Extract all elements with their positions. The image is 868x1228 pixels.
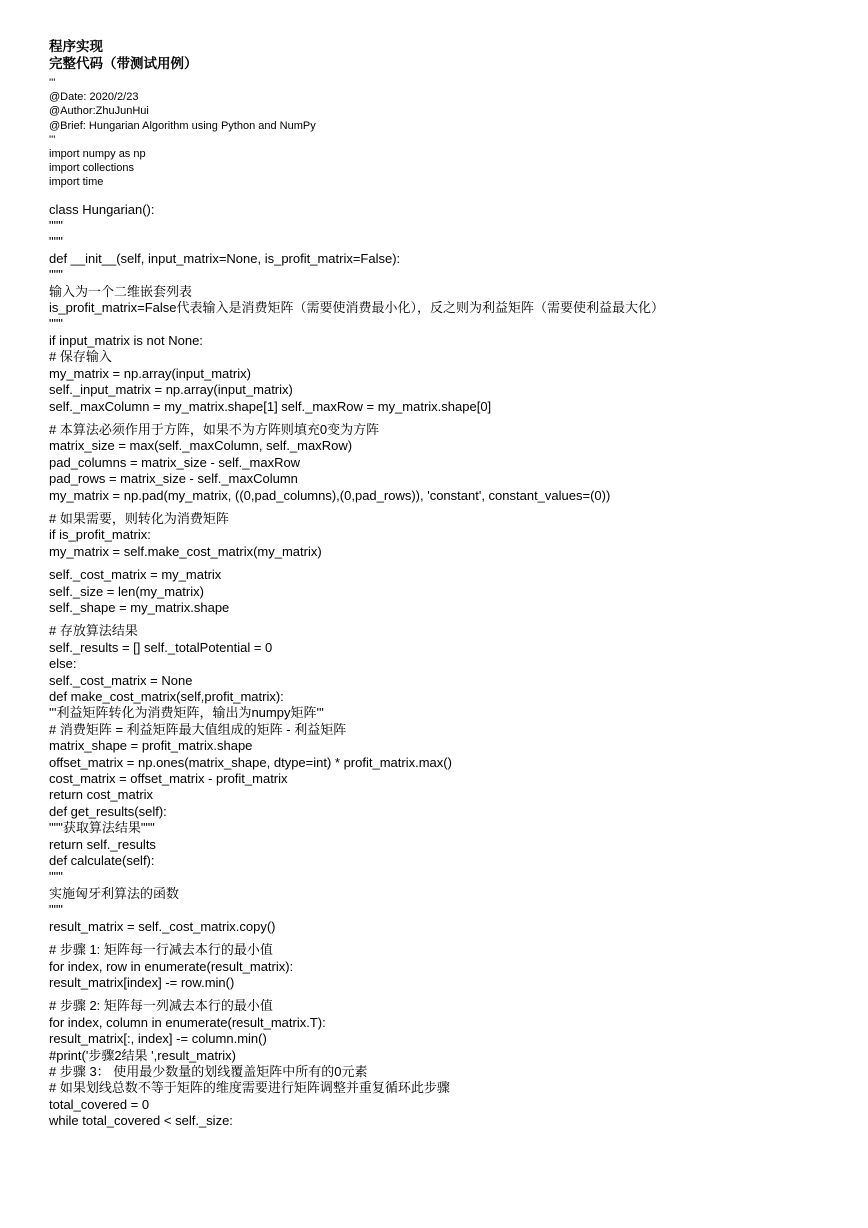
code-line: def make_cost_matrix(self,profit_matrix): <box>49 689 284 704</box>
header-line: import time <box>49 176 104 189</box>
code-line: class Hungarian(): <box>49 201 155 217</box>
section-title: 程序实现 <box>49 39 103 54</box>
code-block <box>49 998 858 1129</box>
code-block <box>49 202 858 415</box>
code-line: self._size = len(my_matrix) <box>49 583 204 599</box>
code-line: pad_rows = matrix_size - self._maxColumn <box>49 471 298 487</box>
code-line: 实施匈牙利算法的函数 <box>49 885 180 901</box>
code-line: matrix_shape = profit_matrix.shape <box>49 738 253 754</box>
code-line: my_matrix = self.make_cost_matrix(my_matrix) <box>49 543 322 559</box>
code-line: """ <box>49 267 63 283</box>
code-block <box>49 942 858 991</box>
code-line: is_profit_matrix=False代表输入是消费矩阵（需要使消费最小化），反之则为利益矩阵（需要使利益最大化） <box>49 300 665 316</box>
header-line: ''' <box>49 77 56 89</box>
code-line: # 如果需要，则转化为消费矩阵 <box>49 510 229 526</box>
code-line: # 步骤 2: 矩阵每一列减去本行的最小值 <box>49 998 273 1014</box>
code-line: def __init__(self, input_matrix=None, is_profit_matrix=False): <box>49 250 401 266</box>
code-line: """ <box>49 316 63 332</box>
code-line: self._input_matrix = np.array(input_matrix) <box>49 382 293 398</box>
code-line: # 保存输入 <box>49 349 112 365</box>
header-line: import numpy as np <box>49 148 146 161</box>
header-line: @Author:ZhuJunHui <box>49 105 149 118</box>
code-line: matrix_size = max(self._maxColumn, self._maxRow) <box>49 438 353 454</box>
code-line: """ <box>49 869 63 885</box>
code-line: self._maxColumn = my_matrix.shape[1] self._maxRow = my_matrix.shape[0] <box>49 398 492 414</box>
code-line: result_matrix = self._cost_matrix.copy() <box>49 918 276 934</box>
code-line: result_matrix[:, index] -= column.min() <box>49 1031 267 1047</box>
code-line: '''利益矩阵转化为消费矩阵，输出为numpy矩阵''' <box>49 705 324 721</box>
code-line: """ <box>49 234 63 250</box>
code-line: self._cost_matrix = my_matrix <box>49 567 222 583</box>
code-line: my_matrix = np.pad(my_matrix, ((0,pad_columns),(0,pad_rows)), 'constant', constant_values=(0)) <box>49 487 611 503</box>
header-line: ''' <box>49 133 56 146</box>
code-line: """ <box>49 902 63 918</box>
code-line: cost_matrix = offset_matrix - profit_matrix <box>49 771 288 787</box>
code-line: def calculate(self): <box>49 853 155 869</box>
code-line: return self._results <box>49 836 156 852</box>
code-line: total_covered = 0 <box>49 1096 150 1112</box>
code-line: """获取算法结果""" <box>49 820 155 836</box>
code-line: my_matrix = np.array(input_matrix) <box>49 365 251 381</box>
code-line: offset_matrix = np.ones(matrix_shape, dtype=int) * profit_matrix.max() <box>49 754 452 770</box>
code-line: # 存放算法结果 <box>49 623 138 639</box>
code-line: # 步骤 1: 矩阵每一行减去本行的最小值 <box>49 942 273 958</box>
file-header-block <box>49 76 858 190</box>
code-line: self._shape = my_matrix.shape <box>49 599 230 615</box>
code-line: if is_profit_matrix: <box>49 527 151 543</box>
code-line: # 消费矩阵 = 利益矩阵最大值组成的矩阵 - 利益矩阵 <box>49 721 347 737</box>
code-line: else: <box>49 656 77 672</box>
code-line: # 步骤 3： 使用最少数量的划线覆盖矩阵中所有的0元素 <box>49 1063 368 1079</box>
header-line: import collections <box>49 162 134 175</box>
code-line: #print('步骤2结果 ',result_matrix) <box>49 1047 237 1063</box>
code-line: return cost_matrix <box>49 787 154 803</box>
code-block <box>49 422 858 504</box>
code-line: for index, column in enumerate(result_matrix.T): <box>49 1014 326 1030</box>
code-line: """ <box>49 218 63 234</box>
code-line: 输入为一个二维嵌套列表 <box>49 283 193 299</box>
document-page <box>49 38 858 1130</box>
code-block <box>49 567 858 616</box>
code-line: if input_matrix is not None: <box>49 332 203 348</box>
code-line: while total_covered < self._size: <box>49 1113 233 1129</box>
code-listing <box>49 202 858 1130</box>
code-line: self._cost_matrix = None <box>49 672 193 688</box>
code-line: result_matrix[index] -= row.min() <box>49 974 235 990</box>
code-line: self._results = [] self._totalPotential = 0 <box>49 639 273 655</box>
code-line: def get_results(self): <box>49 803 167 819</box>
header-line: @Brief: Hungarian Algorithm using Python and NumPy <box>49 119 316 132</box>
code-line: for index, row in enumerate(result_matrix): <box>49 958 294 974</box>
header-line: @Date: 2020/2/23 <box>49 91 139 104</box>
code-line: pad_columns = matrix_size - self._maxRow <box>49 454 301 470</box>
code-line: # 本算法必须作用于方阵，如果不为方阵则填充0变为方阵 <box>49 421 380 437</box>
code-block <box>49 511 858 560</box>
section-subtitle: 完整代码（带测试用例） <box>49 56 198 71</box>
code-line: # 如果划线总数不等于矩阵的维度需要进行矩阵调整并重复循环此步骤 <box>49 1080 450 1096</box>
code-block <box>49 623 858 935</box>
